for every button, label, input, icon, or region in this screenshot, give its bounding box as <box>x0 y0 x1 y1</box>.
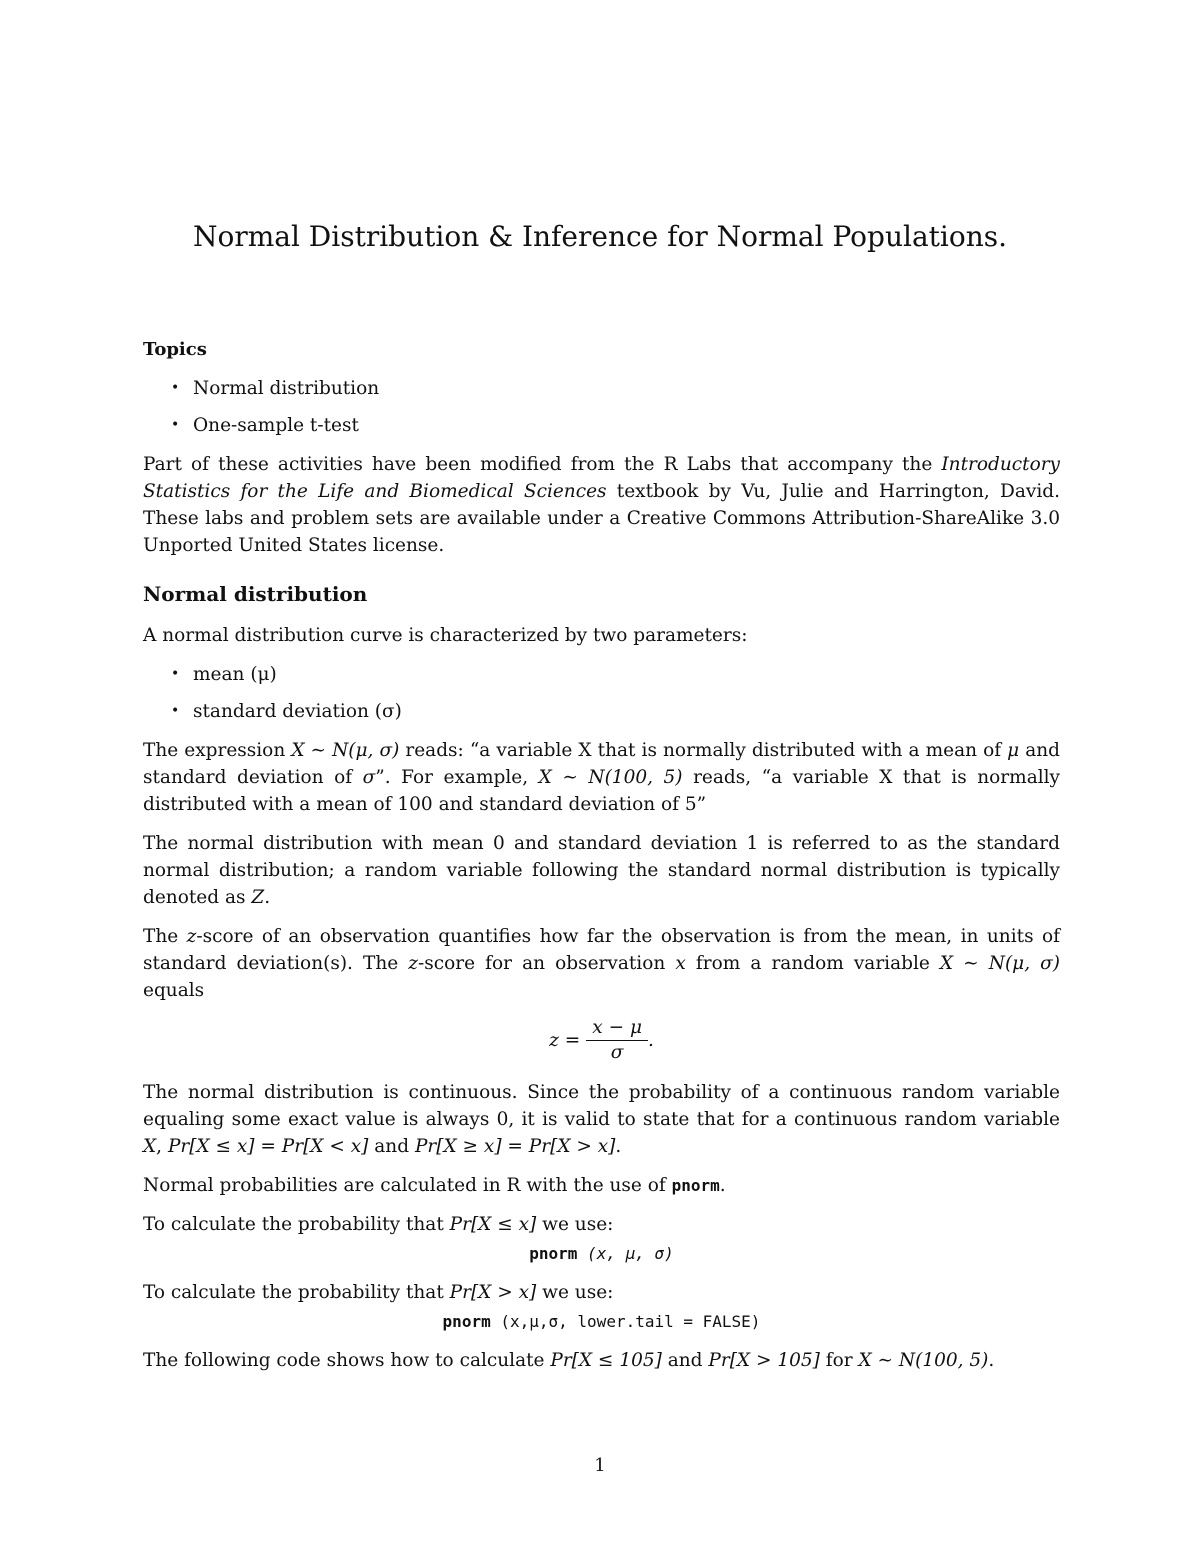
topics-heading: Topics <box>143 339 207 360</box>
intro-paragraph: Part of these activities have been modified from the R Labs that accompany the Introductory Statistics for the Life and Biomedical Sciences textbook by Vu, Julie and Harrington, David. These labs and problem sets are available under a Creative Commons Attribution-ShareAlike 3.0 Unported United States license. <box>143 454 1060 556</box>
bullet-icon: • <box>171 417 180 433</box>
params-intro: A normal distribution curve is characterized by two parameters: <box>143 625 748 646</box>
bullet-icon: • <box>171 703 180 719</box>
pnorm-intro-paragraph: Normal probabilities are calculated in R with the use of pnorm. <box>143 1175 726 1196</box>
section-heading: Normal distribution <box>143 582 368 606</box>
list-item: • One-sample t-test <box>143 412 1060 439</box>
list-item: • standard deviation (σ) <box>143 698 1060 725</box>
document-title: Normal Distribution & Inference for Normal Populations. <box>192 220 1008 253</box>
topics-list <box>143 375 1060 439</box>
code-pnorm-lower: pnorm (x, μ, σ) <box>529 1244 674 1263</box>
calc1-paragraph: To calculate the probability that Pr[X ≤ x] we use: <box>143 1214 614 1235</box>
calc2-paragraph: To calculate the probability that Pr[X > x] we use: <box>143 1282 614 1303</box>
bullet-icon: • <box>171 380 180 396</box>
zscore-formula: z = $\frac{x - \mu}{\sigma}$ . <box>549 1017 654 1063</box>
final-paragraph: The following code shows how to calculate Pr[X ≤ 105] and Pr[X > 105] for X ∼ N(100, 5). <box>143 1350 995 1371</box>
bullet-icon: • <box>171 666 180 682</box>
continuous-paragraph: The normal distribution is continuous. Since the probability of a continuous random variable equaling some exact value is always 0, it is valid to state that for a continuous random variable X, Pr[X ≤ x] = Pr[X < x] and Pr[X ≥ x] = Pr[X > x]. <box>143 1082 1060 1157</box>
params-list <box>143 661 1060 725</box>
fraction: $\frac{x - \mu}{\sigma}$ <box>586 1016 648 1065</box>
standard-normal-paragraph: The normal distribution with mean 0 and standard deviation 1 is referred to as the standard normal distribution; a random variable following the standard normal distribution is typically denoted as Z. <box>143 833 1060 908</box>
code-pnorm-upper: pnorm (x,μ,σ, lower.tail = FALSE) <box>442 1312 761 1331</box>
expression-paragraph: The expression X ∼ N(μ, σ) reads: “a variable X that is normally distributed with a mean of μ and standard deviation of σ”. For example, X ∼ N(100, 5) reads, “a variable X that is normally distributed with a mean of 100 and standard deviation of 5” <box>143 740 1061 815</box>
list-item: • Normal distribution <box>143 375 1060 402</box>
page-number: 1 <box>594 1455 606 1476</box>
list-item: • mean (μ) <box>143 661 1060 688</box>
textbook-title: Introductory Statistics for the Life and Biomedical Sciences <box>143 454 1060 502</box>
document-body <box>143 336 1060 1386</box>
zscore-paragraph: The z-score of an observation quantifies how far the observation is from the mean, in units of standard deviation(s). The z-score for an observation x from a random variable X ∼ N(μ, σ) equals <box>143 926 1061 1001</box>
